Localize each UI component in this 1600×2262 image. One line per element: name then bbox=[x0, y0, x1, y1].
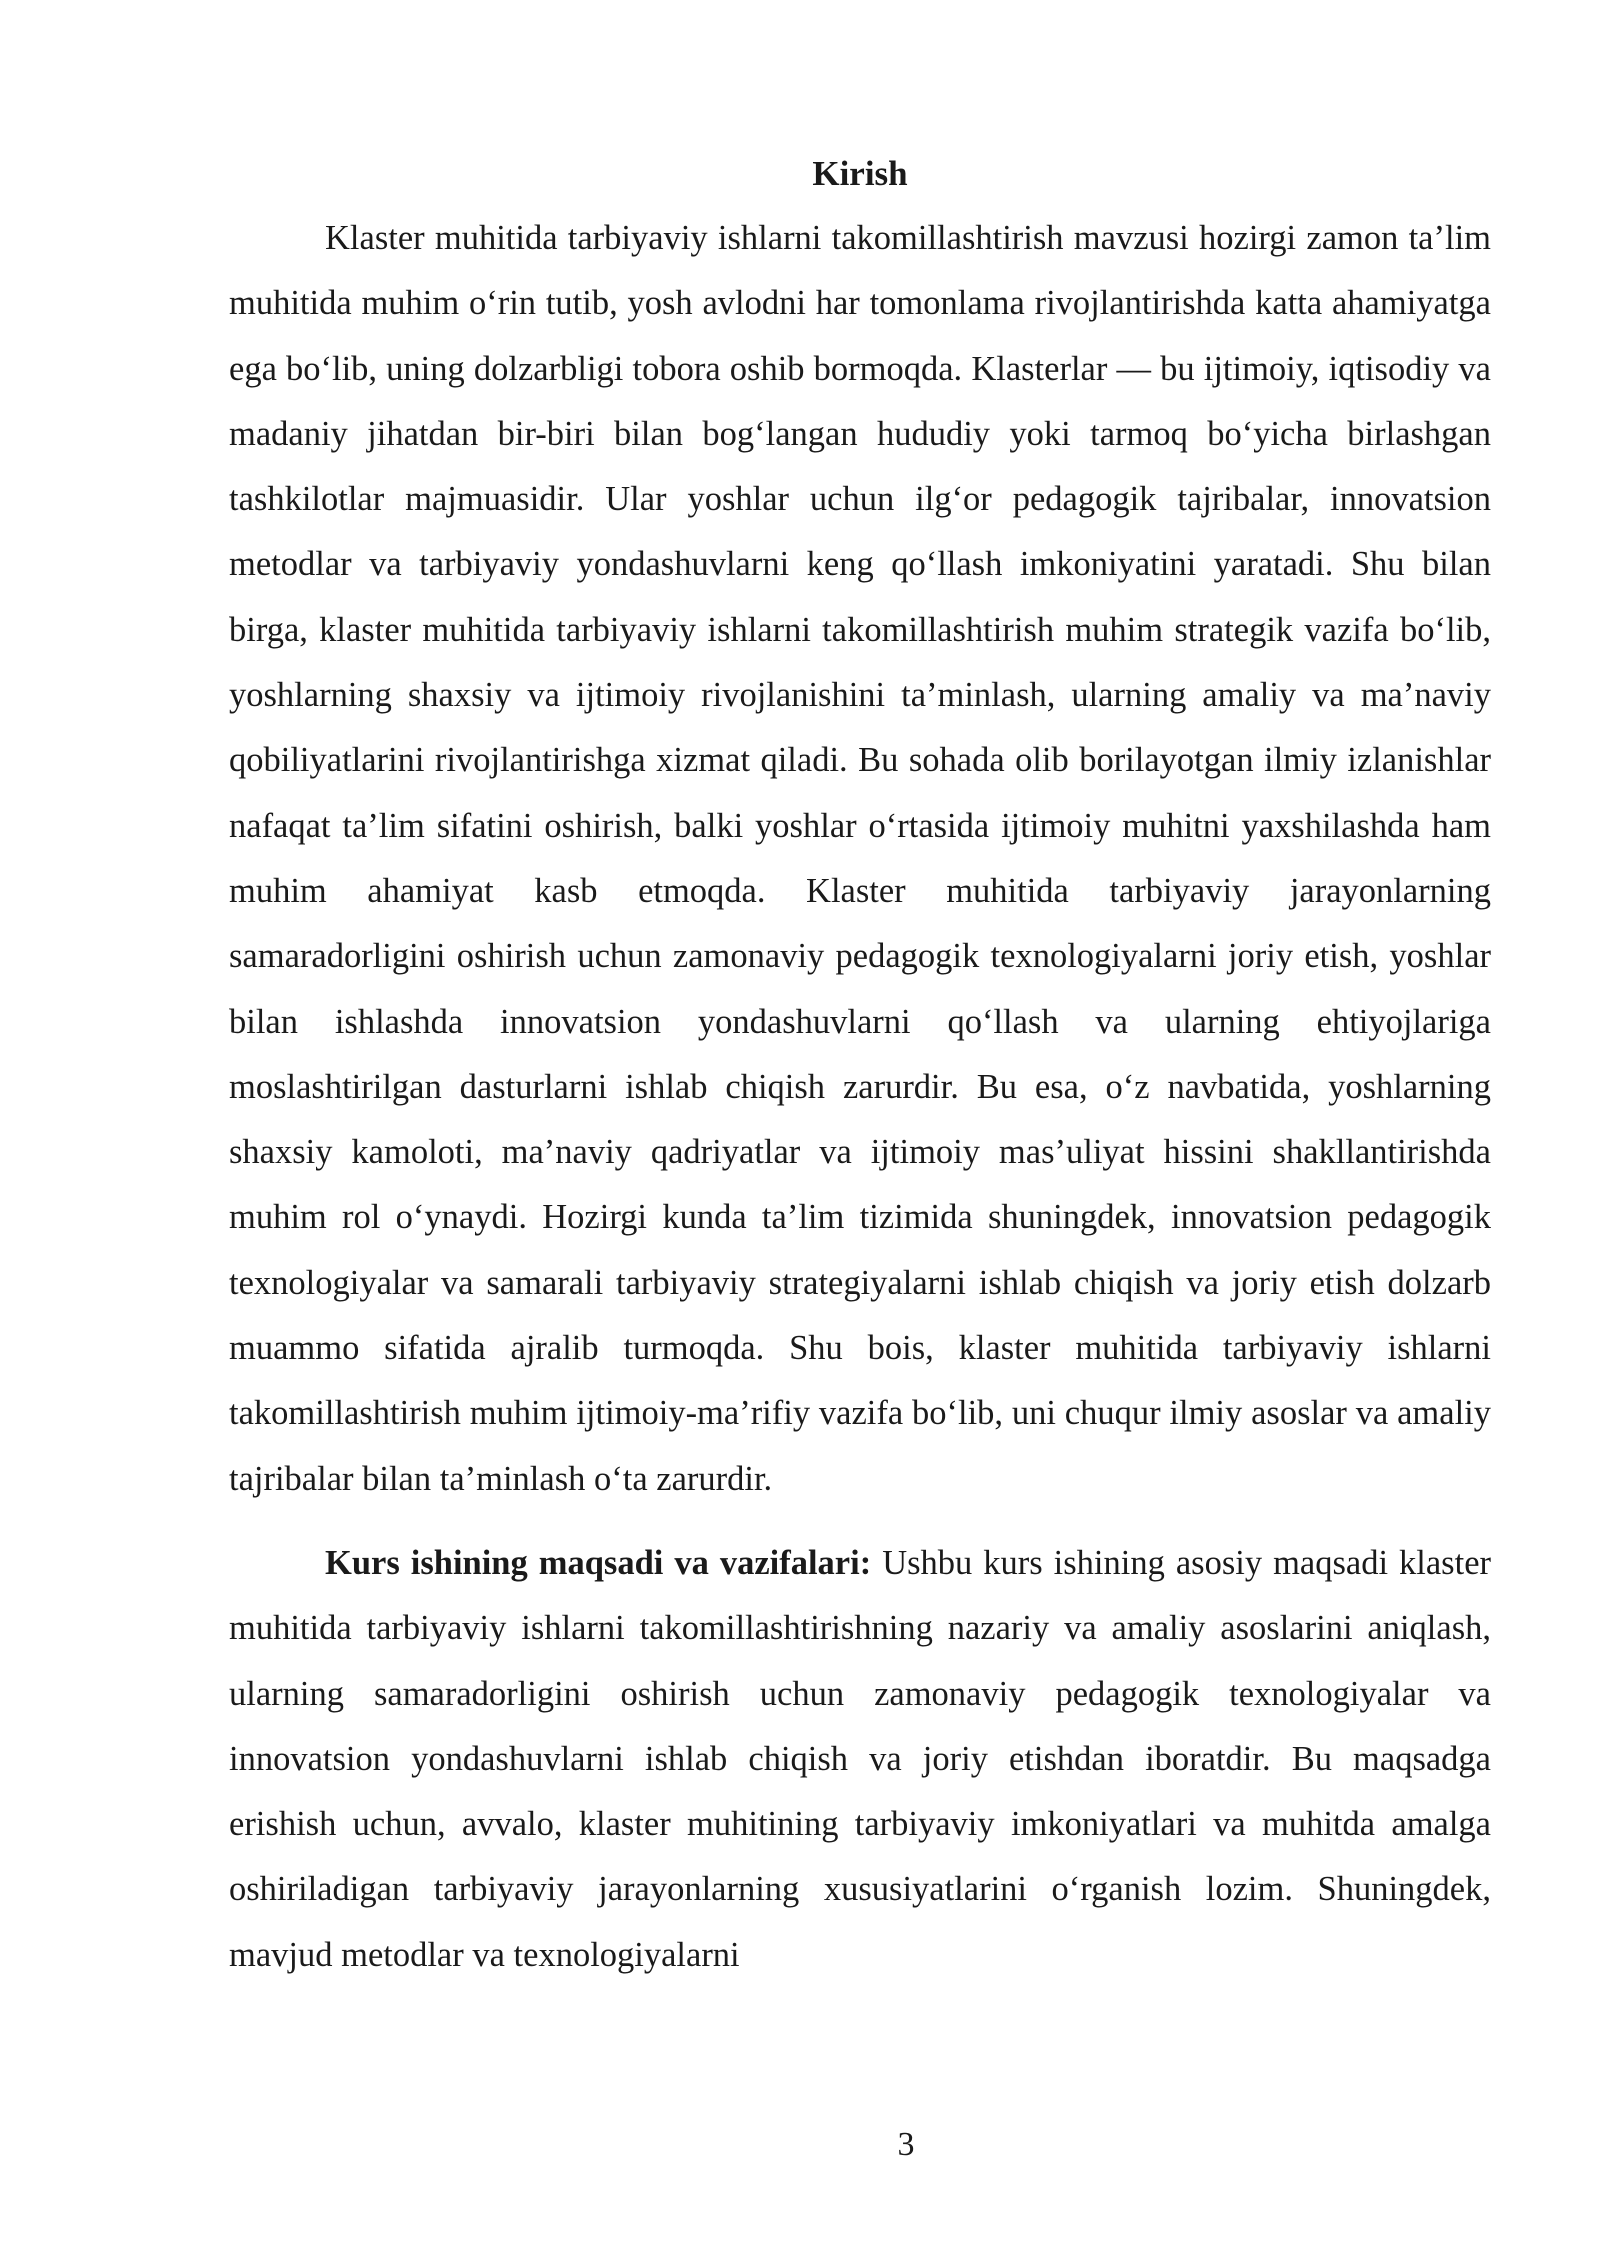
aims-paragraph-lead: Kurs ishining maqsadi va vazifalari: bbox=[325, 1543, 872, 1582]
aims-paragraph bbox=[229, 1531, 1491, 1988]
section-heading: Kirish bbox=[812, 154, 908, 193]
page-number: 3 bbox=[897, 2126, 915, 2163]
document-page bbox=[229, 148, 1491, 1988]
aims-paragraph-body: Ushbu kurs ishining asosiy maqsadi klaster muhitida tarbiyaviy ishlarni takomillashtirishning nazariy va amaliy asoslarini aniqlash, ularning samaradorligini oshirish uchun zamonaviy pedagogik texnologiyalar va innovatsion yondashuvlarni ishlab chiqish va joriy etishdan iboratdir. Bu maqsadga erishish uchun, avvalo, klaster muhitining tarbiyaviy imkoniyatlari va muhitda amalga oshiriladigan tarbiyaviy jarayonlarning xususiyatlarini o‘rganish lozim. Shuningdek, mavjud metodlar va texnologiyalarni bbox=[229, 1543, 1491, 1974]
intro-paragraph: Klaster muhitida tarbiyaviy ishlarni takomillashtirish mavzusi hozirgi zamon ta’lim muhitida muhim o‘rin tutib, yosh avlodni har tomonlama rivojlantirishda katta ahamiyatga ega bo‘lib, uning dolzarbligi tobora oshib bormoqda. Klasterlar — bu ijtimoiy, iqtisodiy va madaniy jihatdan bir-biri bilan bog‘langan hududiy yoki tarmoq bo‘yicha birlashgan tashkilotlar majmuasidir. Ular yoshlar uchun ilg‘or pedagogik tajribalar, innovatsion metodlar va tarbiyaviy yondashuvlarni keng qo‘llash imkoniyatini yaratadi. Shu bilan birga, klaster muhitida tarbiyaviy ishlarni takomillashtirish muhim strategik vazifa bo‘lib, yoshlarning shaxsiy va ijtimoiy rivojlanishini ta’minlash, ularning amaliy va ma’naviy qobiliyatlarini rivojlantirishga xizmat qiladi. Bu sohada olib borilayotgan ilmiy izlanishlar nafaqat ta’lim sifatini oshirish, balki yoshlar o‘rtasida ijtimoiy muhitni yaxshilashda ham muhim ahamiyat kasb etmoqda. Klaster muhitida tarbiyaviy jarayonlarning samaradorligini oshirish uchun zamonaviy pedagogik texnologiyalarni joriy etish, yoshlar bilan ishlashda innovatsion yondashuvlarni qo‘llash va ularning ehtiyojlariga moslashtirilgan dasturlarni ishlab chiqish zarurdir. Bu esa, o‘z navbatida, yoshlarning shaxsiy kamoloti, ma’naviy qadriyatlar va ijtimoiy mas’uliyat hissini shakllantirishda muhim rol o‘ynaydi. Hozirgi kunda ta’lim tizimida shuningdek, innovatsion pedagogik texnologiyalar va samarali tarbiyaviy strategiyalarni ishlab chiqish va joriy etish dolzarb muammo sifatida ajralib turmoqda. Shu bois, klaster muhitida tarbiyaviy ishlarni takomillashtirish muhim ijtimoiy-ma’rifiy vazifa bo‘lib, uni chuqur ilmiy asoslar va amaliy tajribalar bilan ta’minlash o‘ta zarurdir. bbox=[229, 219, 1491, 1498]
